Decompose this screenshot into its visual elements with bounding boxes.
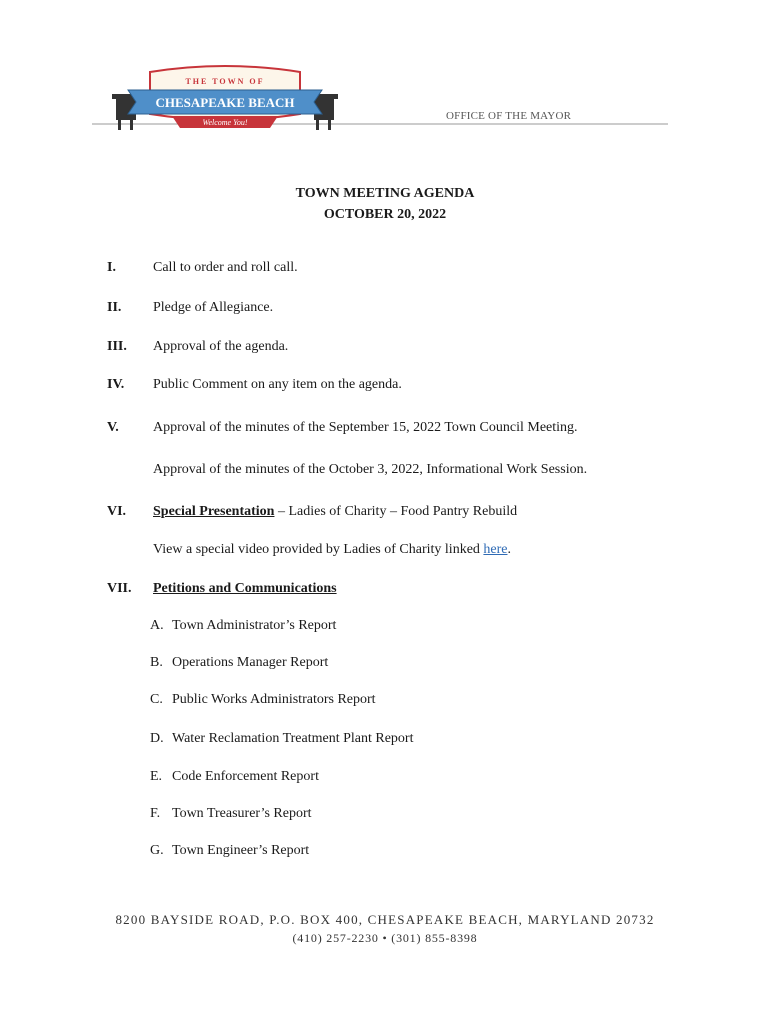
agenda-heading <box>0 183 770 225</box>
letterhead <box>92 52 668 144</box>
special-presentation-title: Special Presentation <box>153 504 275 519</box>
list-letter: C. <box>150 692 163 707</box>
item-number: I. <box>107 260 116 275</box>
list-item <box>150 806 312 822</box>
list-text: Code Enforcement Report <box>172 769 319 784</box>
item-text: Call to order and roll call. <box>153 260 298 275</box>
item-number: V. <box>107 420 119 435</box>
meeting-date: OCTOBER 20, 2022 <box>323 207 447 222</box>
list-text: Operations Manager Report <box>172 655 329 670</box>
item-text <box>153 581 337 597</box>
item-number: VII. <box>107 581 132 596</box>
list-text: Water Reclamation Treatment Plant Report <box>172 731 414 746</box>
item-extra-text <box>153 542 511 558</box>
logo-line3: Welcome You! <box>202 118 248 127</box>
item-extra-text: Approval of the minutes of the October 3, 2022, Informational Work Session. <box>153 462 588 477</box>
list-letter: F. <box>150 806 161 821</box>
special-presentation-rest: – Ladies of Charity – Food Pantry Rebuild <box>274 504 518 519</box>
list-letter: E. <box>150 769 163 784</box>
town-logo <box>92 52 668 144</box>
list-letter: A. <box>150 618 164 633</box>
office-title: OFFICE OF THE MAYOR <box>446 110 572 122</box>
item-number: VI. <box>107 504 127 519</box>
video-text: View a special video provided by Ladies of Charity linked <box>153 542 484 557</box>
footer-address: 8200 BAYSIDE ROAD, P.O. BOX 400, CHESAPEAKE BEACH, MARYLAND 20732 <box>115 912 655 927</box>
item-text: Public Comment on any item on the agenda. <box>153 377 402 392</box>
list-text: Town Treasurer’s Report <box>172 806 312 821</box>
item-text: Approval of the minutes of the September 15, 2022 Town Council Meeting. <box>153 420 578 435</box>
item-text: Approval of the agenda. <box>153 339 289 354</box>
list-text: Public Works Administrators Report <box>172 692 376 707</box>
footer-phones: (410) 257-2230 • (301) 855-8398 <box>292 931 478 945</box>
logo-line2: CHESAPEAKE BEACH <box>155 95 295 110</box>
list-text: Town Administrator’s Report <box>172 618 337 633</box>
list-item <box>150 769 319 785</box>
petitions-title: Petitions and Communications <box>153 581 337 596</box>
list-item <box>150 655 328 671</box>
page-title: TOWN MEETING AGENDA <box>295 186 475 201</box>
list-letter: G. <box>150 843 164 858</box>
list-letter: B. <box>150 655 163 670</box>
logo-line1: THE TOWN OF <box>185 77 265 86</box>
item-text: Pledge of Allegiance. <box>153 300 274 315</box>
list-letter: D. <box>150 731 164 746</box>
list-item <box>150 731 414 747</box>
video-text-end: . <box>507 542 511 557</box>
list-text: Town Engineer’s Report <box>172 843 310 858</box>
list-item <box>150 618 336 634</box>
item-text <box>153 504 517 520</box>
item-number: II. <box>107 300 122 315</box>
video-link[interactable]: here <box>483 542 508 557</box>
item-number: IV. <box>107 377 125 392</box>
list-item <box>150 692 376 708</box>
item-number: III. <box>107 339 127 354</box>
list-item <box>150 843 309 859</box>
